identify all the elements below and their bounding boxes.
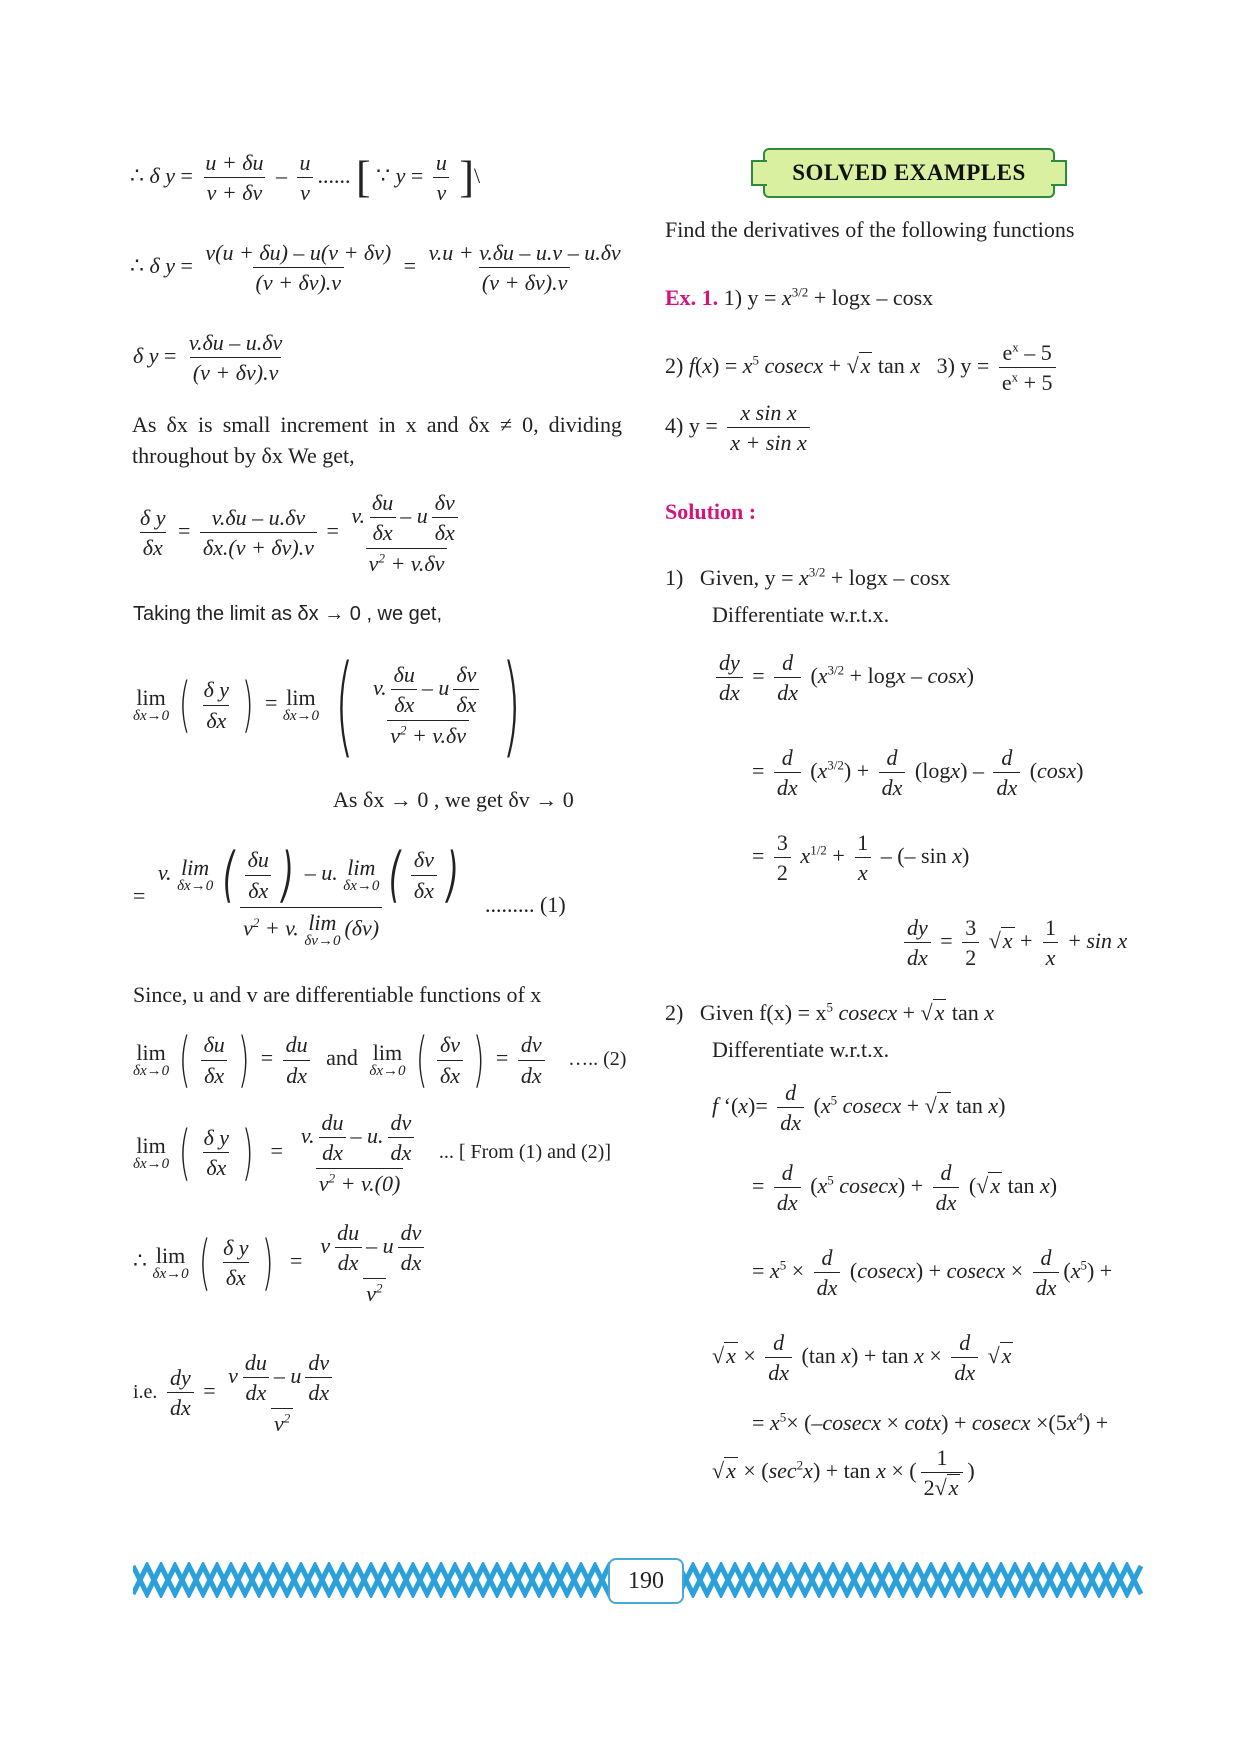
sol1-step2: = $\frac{d}{dx}$ $(x^{3/2})$ + $\frac{d}{dx}$ (logx) – $\frac{d}{dx}$ (cosx) xyxy=(752,745,1084,801)
and-word: and xyxy=(326,1045,358,1071)
ex-label: Ex. 1. xyxy=(665,285,719,310)
eq-delta-y-1: ∴ δ y = $\frac{u + \delta u}{v + \delta v}$ – $\frac{u}{v}$ ...... [ ∵ y = $\frac{u}{v}$ ]\ xyxy=(130,150,481,206)
ie-text: i.e. xyxy=(133,1380,158,1403)
ex1-line2: 2) $f(x) = x^5$ cosecx + √x tan x 3) y = $\frac{e^x - 5}{e^x + 5}$ xyxy=(665,340,1060,396)
eq-limit-du-dv: lim δx→0 ( $\frac{\delta u}{\delta x}$ ) = $\frac{du}{dx}$ and lim δx→0 ( $\frac{\delta v}{\delta x}$ ) = $\frac{dv}{dx}$ ….. (2) xyxy=(133,1025,627,1095)
eq-delta-y-3: δ y = $\frac{v.\delta u - u.\delta v}{(v + \delta v).v}$ xyxy=(133,330,283,386)
eq-limit-3: lim δx→0 ( $\frac{\text{δ y}}{\delta x}$ ) = v. $\frac{du}{dx}$ – u. $\frac{dv}{dx}$ $v^2 + v.(0)$ ... [ From (1) and (2)] xyxy=(133,1110,611,1196)
intro-text: Find the derivatives of the following functions xyxy=(665,217,1075,242)
since-text: Since, u and v are differentiable functions of x xyxy=(133,982,542,1007)
eq-tag-1: ......... (1) xyxy=(485,892,566,917)
solution-label: Solution : xyxy=(665,499,757,524)
sol2-step4: √x × $\frac{d}{dx}$ (tan x) + tan x × $\frac{d}{dx}$ √x xyxy=(712,1330,1012,1386)
eq-limit-4: ∴ lim δx→0 ( $\frac{\text{δ y}}{\delta x}$ ) = v $\frac{du}{dx}$ – u $\frac{dv}{dx}$ $v^2$ xyxy=(133,1220,435,1306)
solved-examples-heading: SOLVED EXAMPLES xyxy=(763,148,1055,198)
ex1-line4: 4) y = $\frac{\text{x sin x}}{\text{x + sin x}}$ xyxy=(665,400,814,456)
sol2-step5: = $x^5\times (-cosecx \times \cot x) + cosecx \times(5x^4)$ + xyxy=(752,1409,1109,1435)
sol2-diff: Differentiate w.r.t.x. xyxy=(712,1037,890,1062)
sol2-step2: = $\frac{d}{dx}$ ($x^5$ cosecx) + $\frac{d}{dx}$ (√x tan x) xyxy=(752,1160,1058,1216)
sol1-step1: $\frac{dy}{dx}$ = $\frac{d}{dx}$ $(x^{3/2} + \log x - \cos x)$ xyxy=(712,650,974,706)
eq-limit-1: lim δx→0 ( $\frac{\text{δ y}}{\delta x}$ ) = lim δx→0 ( v. $\frac{\delta u}{\delta x}$ – u $\frac{\delta v}{\delta x}$ $v^2 + v.\delta v$ ) xyxy=(133,641,522,769)
sol1-step3: = $\frac{3}{2}$ $x^{1/2}$ + $\frac{1}{x}$ – (– sin x) xyxy=(752,830,970,886)
sol1-diff: Differentiate w.r.t.x. xyxy=(712,602,890,627)
sol1-result: $\frac{dy}{dx}$ = $\frac{3}{2}$ √x + $\frac{1}{x}$ + sin x xyxy=(900,915,1127,971)
eq-final: i.e. $\frac{dy}{dx}$ = v $\frac{du}{dx}$ – u $\frac{dv}{dx}$ $v^2$ xyxy=(133,1350,343,1436)
sol2-step6: $√x \times (\sec^2x) + \tan x$ × ( $\frac{1}{2√x}$ ) xyxy=(712,1445,975,1501)
from-text: ... [ From (1) and (2)] xyxy=(438,1140,611,1163)
taking-limit-text: Taking the limit as δx → 0 , we get, xyxy=(133,603,443,625)
eq-tag-2: ….. (2) xyxy=(568,1048,627,1071)
as-dx-text: As δx → 0 , we get δv → 0 xyxy=(333,787,574,812)
as-increment-text: As δx is small increment in x and δx ≠ 0, dividing throughout by δx We get, xyxy=(132,412,622,468)
ex1-line1: Ex. 1. 1) $y = x^{3/2} + \log x - \cos x$ xyxy=(665,284,934,310)
eq-limit-2: = v. lim δx→0 ( $\frac{\delta u}{\delta x}$ ) – u. lim δx→0 ( $\frac{\delta v}{\delta x}$ ) $v^2 + v$. lim δv→0 (δv) xyxy=(133,840,459,950)
sol1-given: 1) Given, $y = x^{3/2} + \log x - \cos x$ xyxy=(665,564,951,590)
sol2-step3: = $x^5$ × $\frac{d}{dx}$ (cosecx) + cosecx × $\frac{d}{dx}$ $(x^5)$ + xyxy=(752,1245,1113,1301)
eq-delta-y-2: ∴ δ y = $\frac{v(u + \delta u) - u(v + \delta v)}{(v + \delta v).v}$ = $\frac{v.u + v.\delta u - u.v - u.\delta v}{(v + \delta v).v}$ xyxy=(130,240,621,296)
sol2-given: 2) Given $f(x) = x^5$ cosecx + √x tan x xyxy=(665,999,995,1025)
sol2-step1: f ‘(x)= $\frac{d}{dx}$ ($x^5$ cosecx + √x tan x) xyxy=(712,1080,1006,1136)
eq-dy-dx: $\frac{\text{δ y}}{\delta x}$ = $\frac{v.\delta u - u.\delta v}{\delta x.(v + \delta v).v}$ = v. $\frac{\delta u}{\delta x}$ – u $\frac{\delta v}{\delta x}$ $v^2 + v.\delta v$ xyxy=(133,490,469,576)
page-number: 190 xyxy=(608,1558,684,1604)
